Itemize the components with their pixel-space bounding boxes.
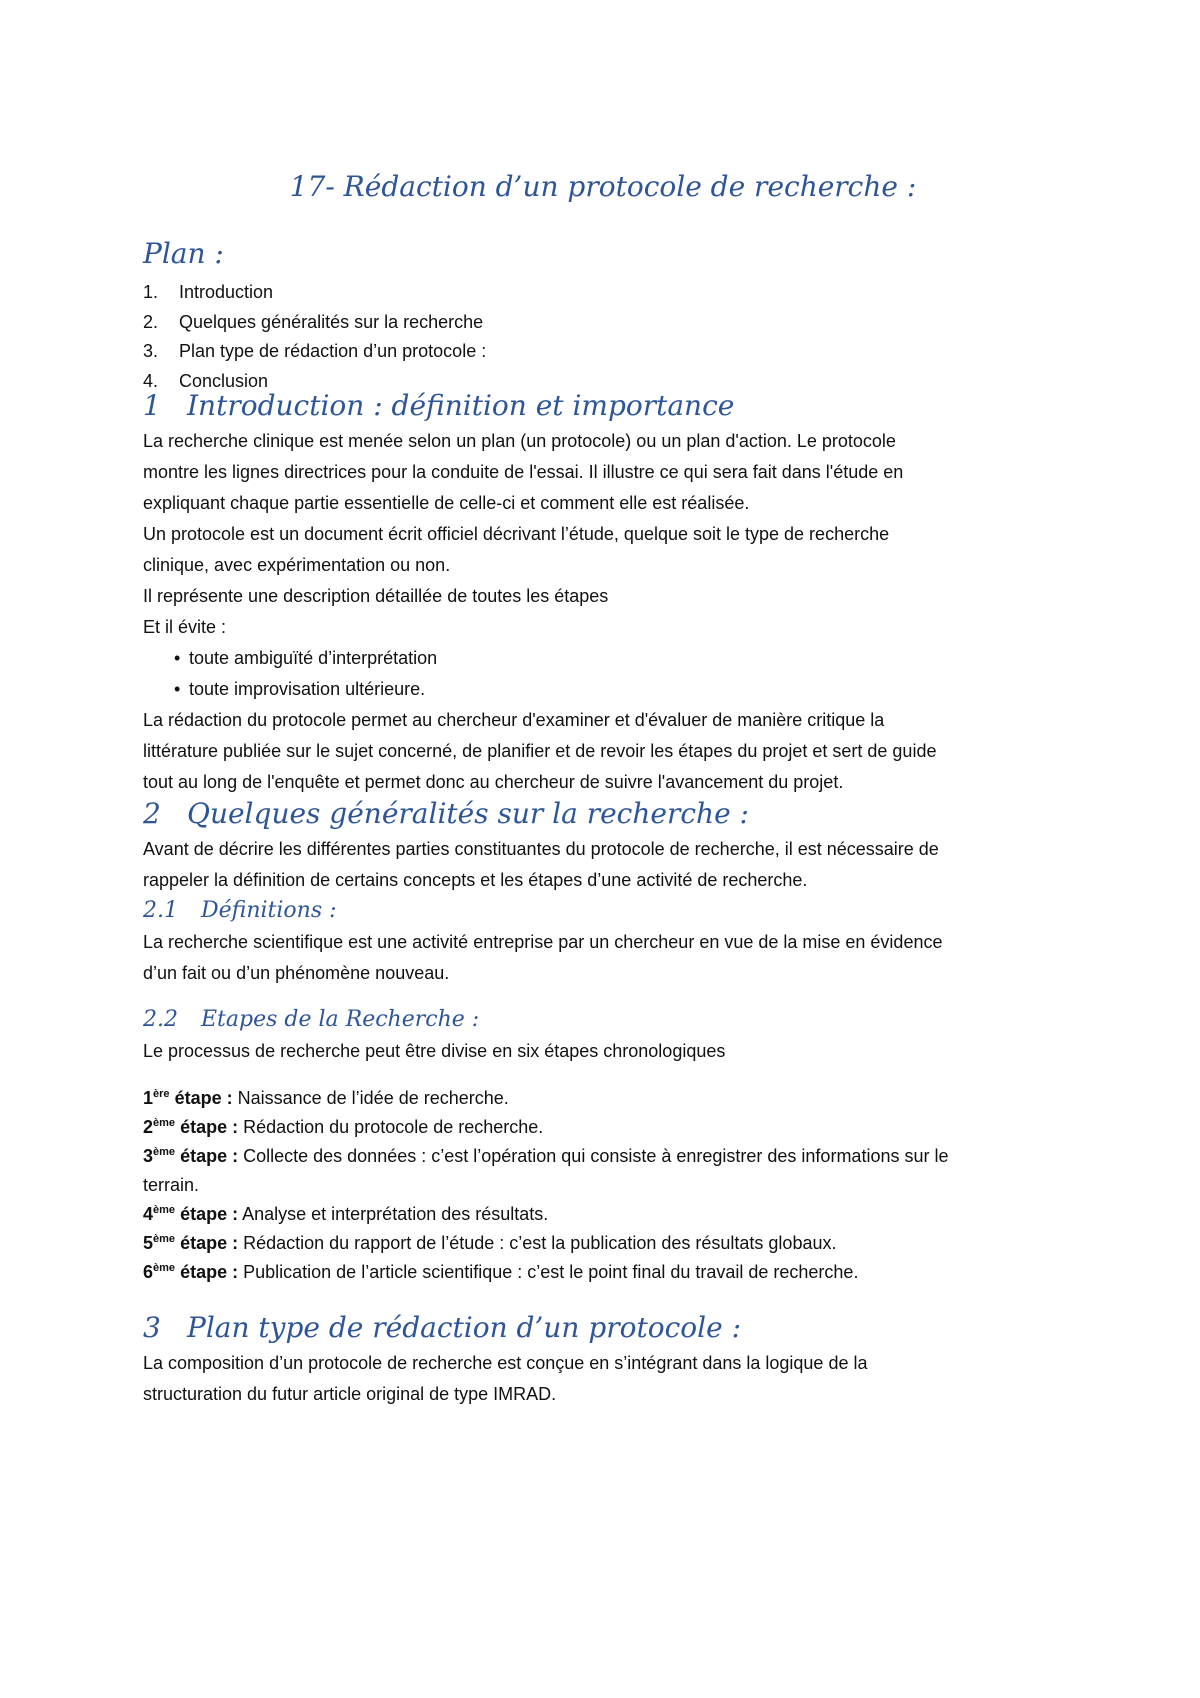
paragraph-line: littérature publiée sur le sujet concerné, de planifier et de revoir les étapes du projet et sert de guide xyxy=(143,741,937,761)
section-2-1-heading: 2.1 Définitions : xyxy=(143,898,337,923)
plan-item: 1. Introduction xyxy=(143,282,274,302)
list-item: 6ème étape : Publication de l’article scientifique : c’est le point final du travail de recherche. xyxy=(143,1262,859,1282)
list-item: 4ème étape : Analyse et interprétation des résultats. xyxy=(143,1204,549,1224)
paragraph-line: Le processus de recherche peut être divise en six étapes chronologiques xyxy=(143,1041,726,1061)
plan-item: 3. Plan type de rédaction d’un protocole : xyxy=(143,341,487,361)
list-item: 3ème étape : Collecte des données : c’est l’opération qui consiste à enregistrer des informations sur le xyxy=(143,1146,949,1166)
bullet-icon: • xyxy=(174,679,181,699)
section-1-heading: 1 Introduction : définition et importance xyxy=(143,389,735,422)
paragraph-line: rappeler la définition de certains concepts et les étapes d’une activité de recherche. xyxy=(143,870,808,890)
paragraph-line: clinique, avec expérimentation ou non. xyxy=(143,555,451,575)
paragraph-line: La composition d’un protocole de recherche est conçue en s’intégrant dans la logique de la xyxy=(143,1353,868,1373)
paragraph-line: d’un fait ou d’un phénomène nouveau. xyxy=(143,963,450,983)
bullet-list xyxy=(143,643,1063,705)
paragraph-line: La recherche scientifique est une activité entreprise par un chercheur en vue de la mise en évidence xyxy=(143,932,943,952)
plan-item: 4. Conclusion xyxy=(143,370,269,391)
bullet-icon: • xyxy=(174,648,181,668)
plan-list xyxy=(143,278,486,396)
section-2-body xyxy=(143,834,1063,896)
section-1-body xyxy=(143,426,1063,798)
steps-list xyxy=(143,1084,1063,1287)
section-3-body xyxy=(143,1348,1063,1410)
paragraph-line: montre les lignes directrices pour la conduite de l'essai. Il illustre ce qui sera fait dans l'étude en xyxy=(143,462,904,482)
paragraph-line: Il représente une description détaillée de toutes les étapes xyxy=(143,586,609,606)
paragraph-line: expliquant chaque partie essentielle de celle-ci et comment elle est réalisée. xyxy=(143,493,750,513)
section-2-2-intro xyxy=(143,1036,1063,1067)
section-3-heading: 3 Plan type de rédaction d’un protocole : xyxy=(143,1311,741,1344)
plan-item: 2. Quelques généralités sur la recherche xyxy=(143,311,484,332)
paragraph-line: Avant de décrire les différentes parties constituantes du protocole de recherche, il est nécessaire de xyxy=(143,839,939,859)
list-item: 5ème étape : Rédaction du rapport de l’étude : c’est la publication des résultats globaux. xyxy=(143,1233,837,1253)
section-2-2-heading: 2.2 Etapes de la Recherche : xyxy=(143,1007,480,1032)
list-item: • toute improvisation ultérieure. xyxy=(174,674,1063,705)
section-2-heading: 2 Quelques généralités sur la recherche : xyxy=(143,797,749,830)
list-item: • toute ambiguïté d’interprétation xyxy=(174,643,1063,674)
plan-heading: Plan : xyxy=(143,237,224,270)
paragraph-line: structuration du futur article original de type IMRAD. xyxy=(143,1384,557,1404)
list-item-continuation: terrain. xyxy=(143,1175,200,1195)
list-item: 1ère étape : Naissance de l’idée de recherche. xyxy=(143,1088,509,1108)
paragraph-line: tout au long de l'enquête et permet donc au chercheur de suivre l'avancement du projet. xyxy=(143,772,844,792)
section-2-1-body xyxy=(143,927,1063,989)
paragraph-line: Et il évite : xyxy=(143,617,227,637)
paragraph-line: La rédaction du protocole permet au chercheur d'examiner et d'évaluer de manière critique la xyxy=(143,710,885,730)
paragraph-line: Un protocole est un document écrit officiel décrivant l’étude, quelque soit le type de recherche xyxy=(143,524,890,544)
list-item: 2ème étape : Rédaction du protocole de recherche. xyxy=(143,1117,544,1137)
page-title: 17- Rédaction d’un protocole de recherche : xyxy=(289,170,917,203)
paragraph-line: La recherche clinique est menée selon un plan (un protocole) ou un plan d'action. Le protocole xyxy=(143,431,896,451)
